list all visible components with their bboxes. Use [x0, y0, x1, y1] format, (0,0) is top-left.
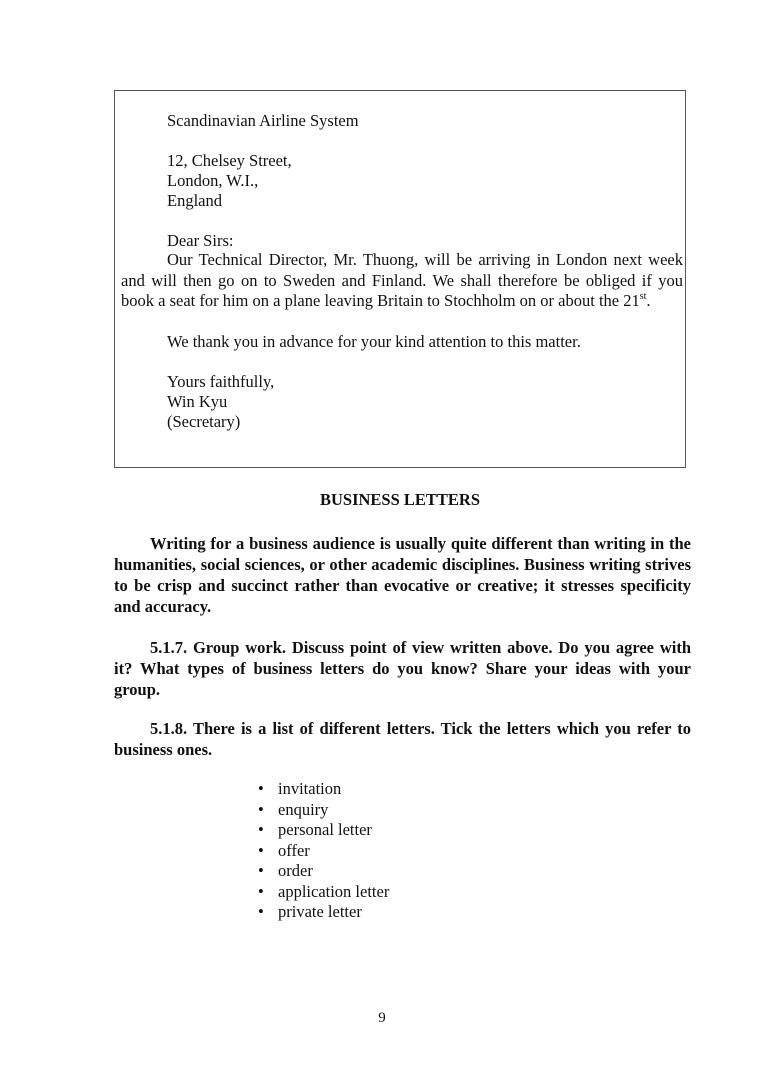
letter-types-list — [258, 779, 389, 923]
bullet-icon: • — [258, 881, 264, 901]
letter-body-end: . — [646, 291, 651, 310]
list-item: • order — [258, 861, 313, 880]
list-item: • offer — [258, 840, 310, 860]
intro-paragraph — [114, 533, 691, 617]
bullet-icon: • — [258, 799, 264, 819]
letter-address-line-1: 12, Chelsey Street, — [167, 151, 292, 170]
letter-body-text: Our Technical Director, Mr. Thuong, will be arriving in London next week and will then go on to Sweden and Finland. We shall therefore be obliged if you book a seat for him on a plane leaving Britain to Stochholm on or about the 21 — [121, 250, 683, 310]
list-item: • personal letter — [258, 820, 372, 839]
sample-letter-box — [114, 90, 686, 468]
task-5-1-8 — [114, 718, 691, 760]
bullet-icon: • — [258, 820, 264, 839]
letter-address-line-3: England — [167, 191, 222, 210]
page-number: 9 — [378, 1010, 386, 1026]
letter-thanks: We thank you in advance for your kind attention to this matter. — [167, 332, 581, 351]
letter-closing: Yours faithfully, — [167, 372, 275, 391]
intro-text: Writing for a business audience is usually quite different than writing in the humanities, social sciences, or other academic disciplines. Business writing strives to be crisp and succinct rather than evocative or creative; it stresses specificity and accuracy. — [114, 534, 691, 616]
list-item: • invitation — [258, 779, 342, 798]
letter-signature-title: (Secretary) — [167, 412, 241, 431]
letter-body-ordinal: st — [639, 290, 647, 302]
list-item: • application letter — [258, 881, 390, 901]
bullet-icon: • — [258, 902, 264, 921]
section-heading: BUSINESS LETTERS — [319, 490, 481, 509]
bullet-icon: • — [258, 840, 264, 860]
list-item: • enquiry — [258, 799, 329, 819]
letter-signature-name: Win Kyu — [167, 392, 228, 411]
bullet-icon: • — [258, 861, 264, 880]
letter-body — [121, 250, 683, 312]
list-item: • private letter — [258, 902, 362, 921]
task-5-1-7 — [114, 637, 691, 700]
letter-salutation: Dear Sirs: — [167, 231, 234, 250]
bullet-icon: • — [258, 779, 264, 798]
letter-company: Scandinavian Airline System — [167, 111, 359, 130]
task-5-1-8-text: 5.1.8. There is a list of different letters. Tick the letters which you refer to business ones. — [114, 719, 691, 759]
task-5-1-7-text: 5.1.7. Group work. Discuss point of view written above. Do you agree with it? What types of business letters do you know? Share your ideas with your group. — [114, 638, 691, 699]
letter-address-line-2: London, W.I., — [167, 171, 259, 190]
